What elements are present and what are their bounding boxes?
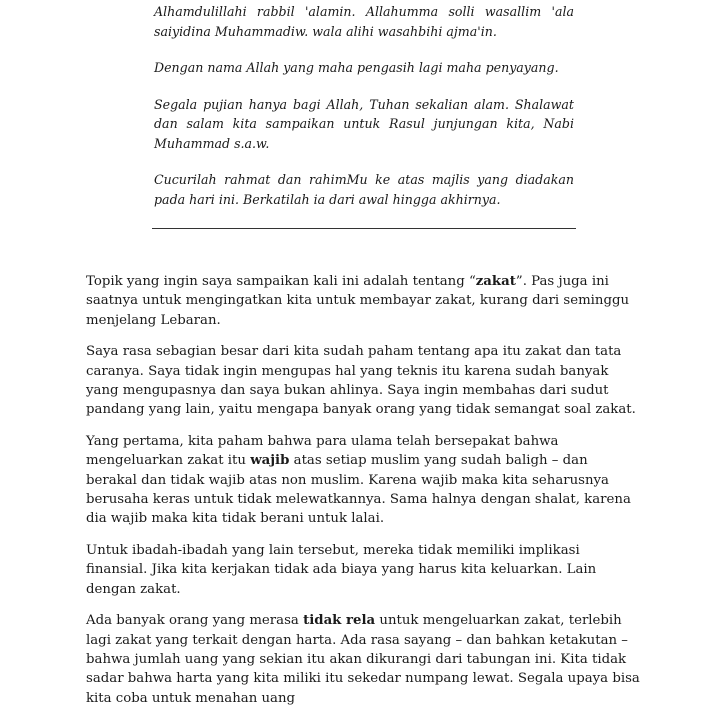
prayer-paragraph-2: Dengan nama Allah yang maha pengasih lagi maha penyayang.	[154, 60, 559, 75]
body-paragraph-3	[86, 432, 642, 529]
body-text	[86, 272, 642, 720]
text-run: atas setiap muslim yang sudah baligh – dan berakal dan tidak wajib atas non muslim. Karena wajib maka kita seharusnya berusaha keras untuk tidak melewatkannya. Sama halnya dengan shalat, karena dia wajib maka kita tidak berani untuk lalai.	[86, 453, 631, 527]
text-run: Ada banyak orang yang merasa	[86, 613, 304, 629]
text-run: Yang pertama, kita paham bahwa para ulama telah bersepakat bahwa mengeluarkan zakat itu	[86, 433, 559, 469]
bold-term-wajib: wajib	[250, 453, 290, 469]
text-run: Topik yang ingin saya sampaikan kali ini adalah tentang “	[86, 274, 476, 289]
opening-prayer	[154, 2, 574, 226]
body-paragraph-1	[86, 272, 642, 330]
horizontal-divider	[152, 228, 576, 229]
body-paragraph-2: Saya rasa sebagian besar dari kita sudah paham tentang apa itu zakat dan tata caranya. Saya tidak ingin mengupas hal yang teknis itu karena sudah banyak yang mengupasnya dan saya bukan ahlinya. Saya ingin membahas dari sudut pandang yang lain, yaitu mengapa banyak orang yang tidak semangat soal zakat.	[86, 344, 636, 418]
prayer-paragraph-1: Alhamdulillahi rabbil 'alamin. Allahumma solli wasallim 'ala saiyidina Muhammadiw. wala alihi wasahbihi ajma'in.	[154, 4, 574, 39]
prayer-paragraph-3: Segala pujian hanya bagi Allah, Tuhan sekalian alam. Shalawat dan salam kita sampaikan untuk Rasul junjungan kita, Nabi Muhammad s.a.w.	[154, 96, 574, 151]
bold-term-zakat: zakat	[475, 274, 516, 289]
prayer-paragraph-4: Cucurilah rahmat dan rahimMu ke atas majlis yang diadakan pada hari ini. Berkatilah ia dari awal hingga akhirnya.	[154, 172, 574, 207]
body-paragraph-5	[86, 611, 642, 708]
body-paragraph-4: Untuk ibadah-ibadah yang lain tersebut, mereka tidak memiliki implikasi finansial. Jika kita kerjakan tidak ada biaya yang harus kita keluarkan. Lain dengan zakat.	[86, 542, 597, 597]
text-run: ”. Pas juga ini saatnya untuk mengingatkan kita untuk membayar zakat, kurang dari seminggu menjelang Lebaran.	[86, 274, 630, 328]
bold-term-tidak-rela: tidak rela	[303, 613, 376, 629]
text-run: untuk mengeluarkan zakat, terlebih lagi zakat yang terkait dengan harta. Ada rasa sayang – dan bahkan ketakutan – bahwa jumlah uang yang sekian itu akan dikurangi dari tabungan ini. Kita tidak sadar bahwa harta yang kita miliki itu sekedar numpang lewat. Segala upaya bisa kita coba untuk menahan uang	[86, 613, 640, 706]
